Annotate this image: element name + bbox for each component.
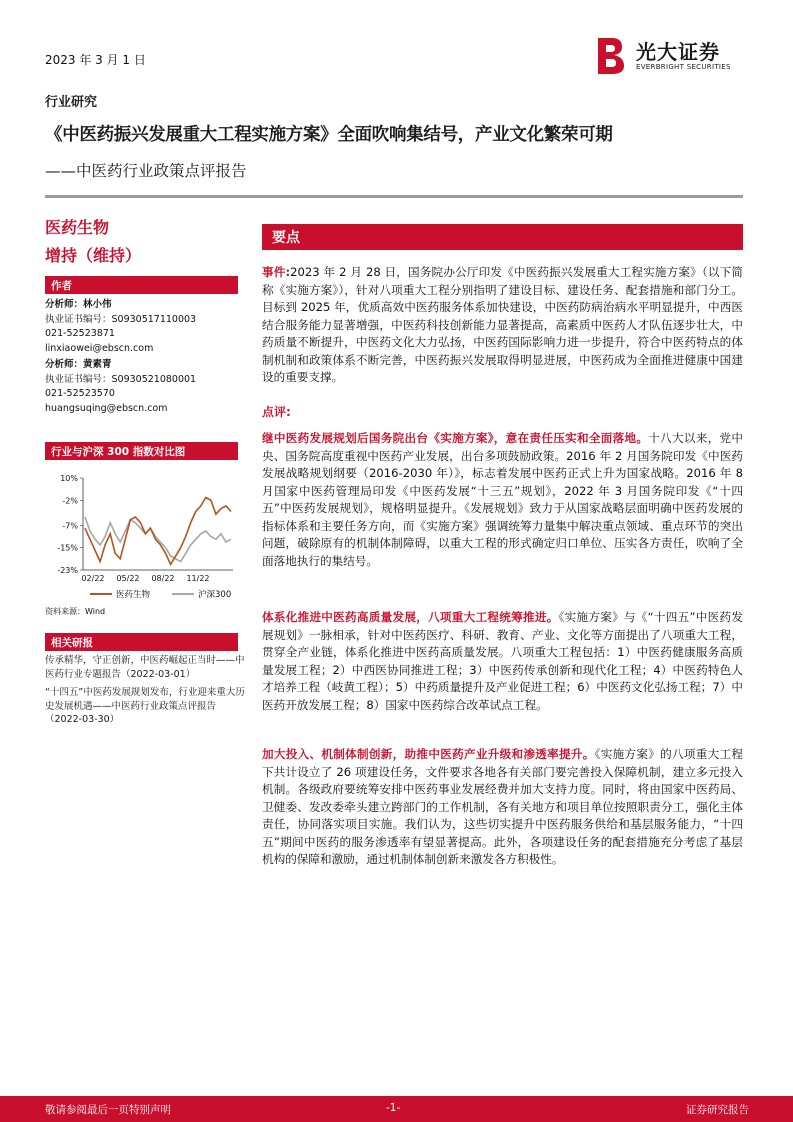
- page-number: -1-: [386, 1102, 401, 1114]
- report-subtitle: ——中医药行业政策点评报告: [45, 162, 247, 180]
- chart-x-tick-label: 08/22: [151, 574, 175, 583]
- chart-x-tick-label: 11/22: [186, 574, 210, 583]
- everbright-logo-icon: [594, 36, 630, 76]
- related-header: 相关研报: [45, 633, 238, 651]
- chart-header: 行业与沪深 300 指数对比图: [45, 442, 238, 460]
- paragraph-3-lead: 加大投入、机制体制创新，助推中医药产业升级和渗透率提升。: [262, 747, 595, 761]
- comment-paragraph-3: [262, 746, 743, 869]
- paragraph-2-text: 《实施方案》与《“十四五”中医药发展规划》一脉相承，针对中医药医疗、科研、教育、产业、文化等方面提出了八项重大工程，贯穿全产业链，体系化推进中医药高质量发展。八项重大工程包括：1）中医药健康服务高质量发展工程；2）中西医协同推进工程；3）中医药传承创新和现代化工程；4）中医药特色人才培养工程（岐黄工程）；5）中药质量提升及产业促进工程；6）中医药文化弘扬工程；7）中医药开放发展工程；8）国家中医药综合改革试点工程。: [262, 610, 743, 712]
- analyst-1-name: 林小伟: [83, 299, 112, 310]
- comparison-chart-svg: [45, 460, 238, 606]
- comment-label: 点评:: [262, 405, 291, 419]
- related-report-1[interactable]: 传承精华，守正创新，中医药崛起正当时——中医药行业专题报告（2022-03-01）: [45, 655, 245, 680]
- comparison-chart: [45, 460, 238, 620]
- sector-name: 医药生物: [45, 218, 110, 237]
- analyst-1-email[interactable]: linxiaowei@ebscn.com: [45, 342, 154, 354]
- related-reports: [45, 654, 245, 732]
- key-points-header: 要点: [262, 224, 743, 250]
- analyst-2-cert: 执业证书编号：S0930521080001: [45, 373, 197, 385]
- analyst-1-phone: 021-52523871: [45, 328, 115, 339]
- analyst-1-label: 分析师：: [45, 299, 84, 310]
- authors-header: 作者: [45, 276, 238, 294]
- report-date: 2023 年 3 月 1 日: [45, 53, 146, 67]
- event-lead: 事件:: [262, 265, 291, 279]
- logo-english: EVERBRIGHT SECURITIES: [636, 63, 731, 71]
- footer-report-type: 证券研究报告: [686, 1104, 749, 1116]
- chart-x-tick-label: 05/22: [116, 574, 140, 583]
- title-divider: [45, 195, 743, 198]
- chart-legend-label: 沪深300: [198, 590, 232, 600]
- logo-name: 光大证券: [636, 40, 720, 64]
- paragraph-1-text: 十八大以来，党中央、国务院高度重视中医药产业发展，出台多项鼓励政策。2016 年 2 月国务院印发《中医药发展战略规划纲要（2016-2030 年）》，标志着发展中医药正式上升为国家战略。2016 年 8 月国家中医药管理局印发《中医药发展“十三五”规划》，2022 年 3 月国务院印发《“十四五”中医药发展规划》，规格明显提升。《发展规划》致力于从国家战略层面明确中医药发展的指标体系和主要任务方向，而《实施方案》强调统筹力量集中解决重点领域、重点环节的突出问题，破除原有的机制体制障碍，以重大工程的形式确定归口单位、压实各方责任，吹响了全面落地执行的集结号。: [262, 431, 743, 568]
- chart-y-tick-label: -2%: [62, 496, 78, 506]
- paragraph-2-lead: 体系化推进中医药高质量发展，八项重大工程统筹推进。: [262, 610, 559, 624]
- analyst-2-name: 黄素青: [83, 359, 112, 370]
- analyst-1: [45, 298, 196, 356]
- chart-y-tick-label: 10%: [60, 474, 78, 483]
- related-report-2[interactable]: “十四五”中医药发展规划发布，行业迎来重大历史发展机遇——中医药行业政策点评报告（2022-03-30）: [45, 687, 245, 725]
- paragraph-1-lead: 继中医药发展规划后国务院出台《实施方案》，意在责任压实和全面落地。: [262, 431, 649, 445]
- investment-rating: 增持（维持）: [45, 246, 142, 265]
- paragraph-3-text: 《实施方案》的八项重大工程下共计设立了 26 项建设任务，文件要求各地各有关部门要完善投入保障机制，建立多元投入机制。各级政府要统筹安排中医药事业发展经费并加大支持力度。同时，将由国家中医药局、卫健委、发改委牵头建立跨部门的工作机制，各有关地方和项目单位按照职责分工，强化主体责任，协同落实项目实施。我们认为，这些切实提升中医药服务供给和基层服务能力，“十四五”期间中医药的服务渗透率有望显著提高。此外，各项建设任务的配套措施充分考虑了基层机构的保障和激励，通过机制体制创新来激发各方积极性。: [262, 747, 743, 866]
- chart-x-tick-label: 02/22: [81, 574, 105, 583]
- analyst-2-label: 分析师：: [45, 359, 84, 370]
- company-logo: [594, 36, 744, 78]
- chart-legend-label: 医药生物: [116, 590, 151, 600]
- chart-y-tick-label: -7%: [62, 521, 78, 531]
- event-text: 2023 年 2 月 28 日，国务院办公厅印发《中医药振兴发展重大工程实施方案》（以下简称《实施方案》），针对八项重大工程分别指明了建设目标、建设任务、配套措施和部门分工。目标到 2025 年，优质高效中医药服务体系加快建设，中医药防病治病水平明显提升，中西医结合服务能力显著增强，中医药科技创新能力显著提高，高素质中医药人才队伍逐步壮大，中药质量不断提升，中医药文化大力弘扬，中医药国际影响力进一步提升，符合中医药特点的体制机制和政策体系不断完善，中医药振兴发展取得明显进展，中医药成为全面推进健康中国建设的重要支撑。: [262, 265, 744, 384]
- analyst-1-cert: 执业证书编号：S0930517110003: [45, 313, 197, 325]
- analyst-2: [45, 358, 196, 416]
- footer-disclaimer[interactable]: 敬请参阅最后一页特别声明: [45, 1104, 171, 1116]
- comment-paragraph-2: [262, 609, 743, 714]
- analyst-2-email[interactable]: huangsuqing@ebscn.com: [45, 402, 168, 414]
- chart-y-tick-label: -23%: [57, 566, 78, 575]
- chart-y-tick-label: -15%: [57, 543, 78, 553]
- document-type: 行业研究: [45, 95, 98, 110]
- event-paragraph: [262, 264, 743, 387]
- report-title: 《中医药振兴发展重大工程实施方案》全面吹响集结号，产业文化繁荣可期: [45, 125, 613, 145]
- footer: [0, 1096, 793, 1122]
- chart-source: 资料来源：Wind: [45, 607, 106, 616]
- comment-paragraph-1: [262, 430, 743, 570]
- analyst-2-phone: 021-52523570: [45, 388, 115, 399]
